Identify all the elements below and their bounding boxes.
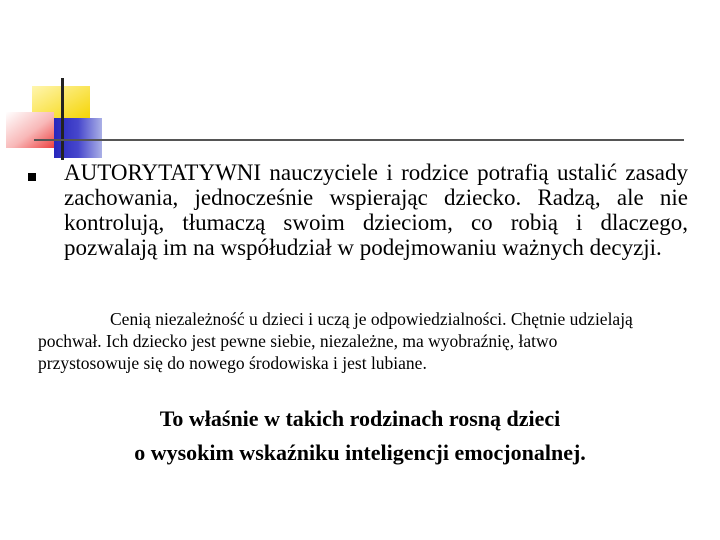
paragraph-authoritative: AUTORYTATYWNI nauczyciele i rodzice potrafią ustalić zasady zachowania, jednocześnie wspierając dziecko. Radzą, ale nie kontrolują, tłumaczą swoim dzieciom, co robią i dlaczego, pozwalają im na współudział w podejmowaniu ważnych decyzji. — [64, 160, 688, 260]
bullet-item — [28, 160, 688, 260]
square-bullet-icon — [28, 173, 36, 181]
conclusion-line-2: o wysokim wskaźniku inteligencji emocjonalnej. — [134, 440, 586, 465]
horizontal-rule — [34, 139, 684, 141]
conclusion-line-1: To właśnie w takich rodzinach rosną dzieci — [159, 406, 561, 431]
paragraph-independence: Cenią niezależność u dzieci i uczą je odpowiedzialności. Chętnie udzielają pochwał. Ich dziecko jest pewne siebie, niezależne, ma wyobraźnię, łatwo przystosowuje się do nowego środowiska i jest lubiane. — [38, 309, 633, 373]
vertical-rule — [61, 78, 64, 160]
decorative-header-graphic — [0, 0, 720, 160]
conclusion — [60, 402, 660, 470]
red-square — [6, 112, 54, 148]
